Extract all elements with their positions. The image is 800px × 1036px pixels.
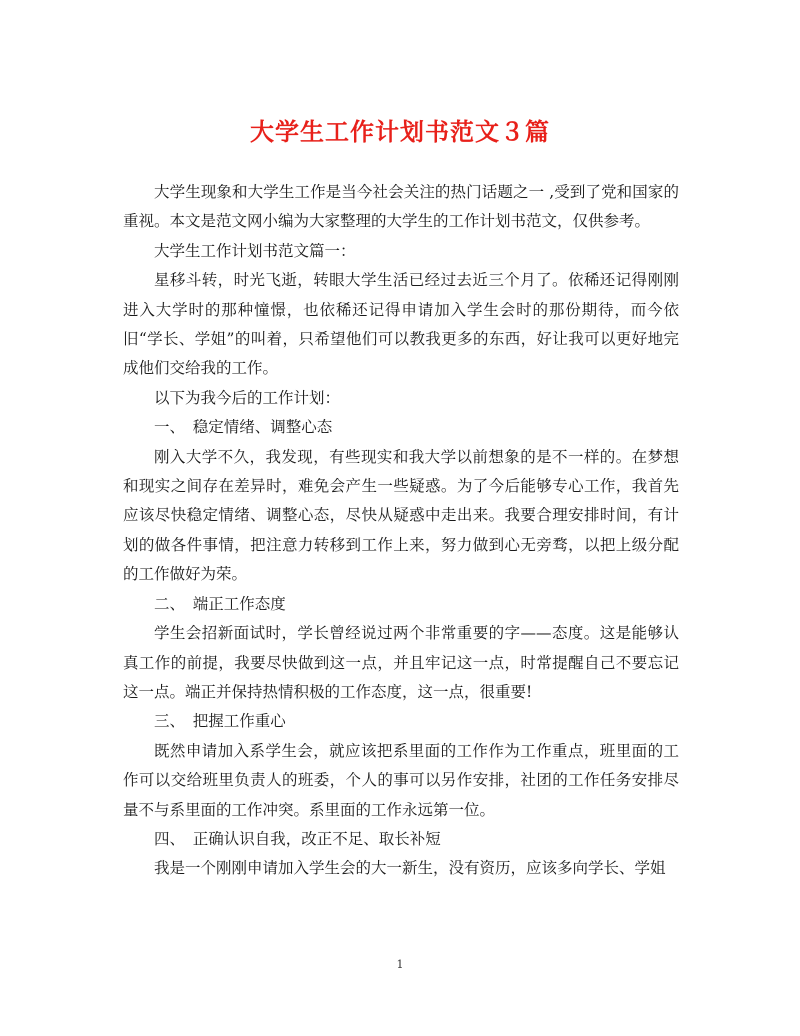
plan-paragraph-3: 既然申请加入系学生会，就应该把系里面的工作作为工作重点，班里面的工作可以交给班里负责人的班委，个人的事可以另作安排，社团的工作任务安排尽量不与系里面的工作冲突。系里面的工作永远第一位。 — [123, 741, 679, 819]
plan-paragraph-1: 刚入大学不久，我发现，有些现实和我大学以前想象的是不一样的。在梦想和现实之间存在差异时，难免会产生一些疑惑。为了今后能够专心工作，我首先应该尽快稳定情绪、调整心态，尽快从疑惑中走出来。我要合理安排时间，有计划的做各件事情，把注意力转移到工作上来，努力做到心无旁骛，以把上级分配的工作做好为荣。 — [123, 447, 679, 584]
plan-heading-1: 一、 稳定情绪、调整心态 — [154, 418, 333, 437]
plan-heading-4: 四、 正确认识自我，改正不足、取长补短 — [154, 829, 441, 848]
plan-paragraph-4: 我是一个刚刚申请加入学生会的大一新生，没有资历，应该多向学长、学姐 — [154, 859, 666, 878]
document-title: 大学生工作计划书范文３篇 — [250, 117, 550, 146]
section-heading-part-one: 大学生工作计划书范文篇一： — [154, 241, 356, 260]
plan-heading-3: 三、 把握工作重心 — [154, 712, 286, 731]
page-number: 1 — [396, 958, 404, 971]
plan-paragraph-2: 学生会招新面试时，学长曾经说过两个非常重要的字——态度。这是能够认真工作的前提，我要尽快做到这一点，并且牢记这一点，时常提醒自己不要忘记这一点。端正并保持热情积极的工作态度，这一点，很重要! — [123, 624, 679, 701]
plan-heading-2: 二、 端正工作态度 — [154, 594, 286, 613]
intro-paragraph: 大学生现象和大学生工作是当今社会关注的热门话题之一 ,受到了党和国家的重视。本文是范文网小编为大家整理的大学生的工作计划书范文，仅供参考。 — [123, 183, 679, 231]
document-body — [123, 178, 679, 884]
opening-paragraph: 星移斗转，时光飞逝，转眼大学生活已经过去近三个月了。依稀还记得刚刚进入大学时的那种憧憬，也依稀还记得申请加入学生会时的那份期待，而今依旧“学长、学姐”的叫着，只希望他们可以教我更多的东西，好让我可以更好地完成他们交给我的工作。 — [123, 271, 679, 378]
plan-intro-line: 以下为我今后的工作计划： — [154, 388, 341, 407]
